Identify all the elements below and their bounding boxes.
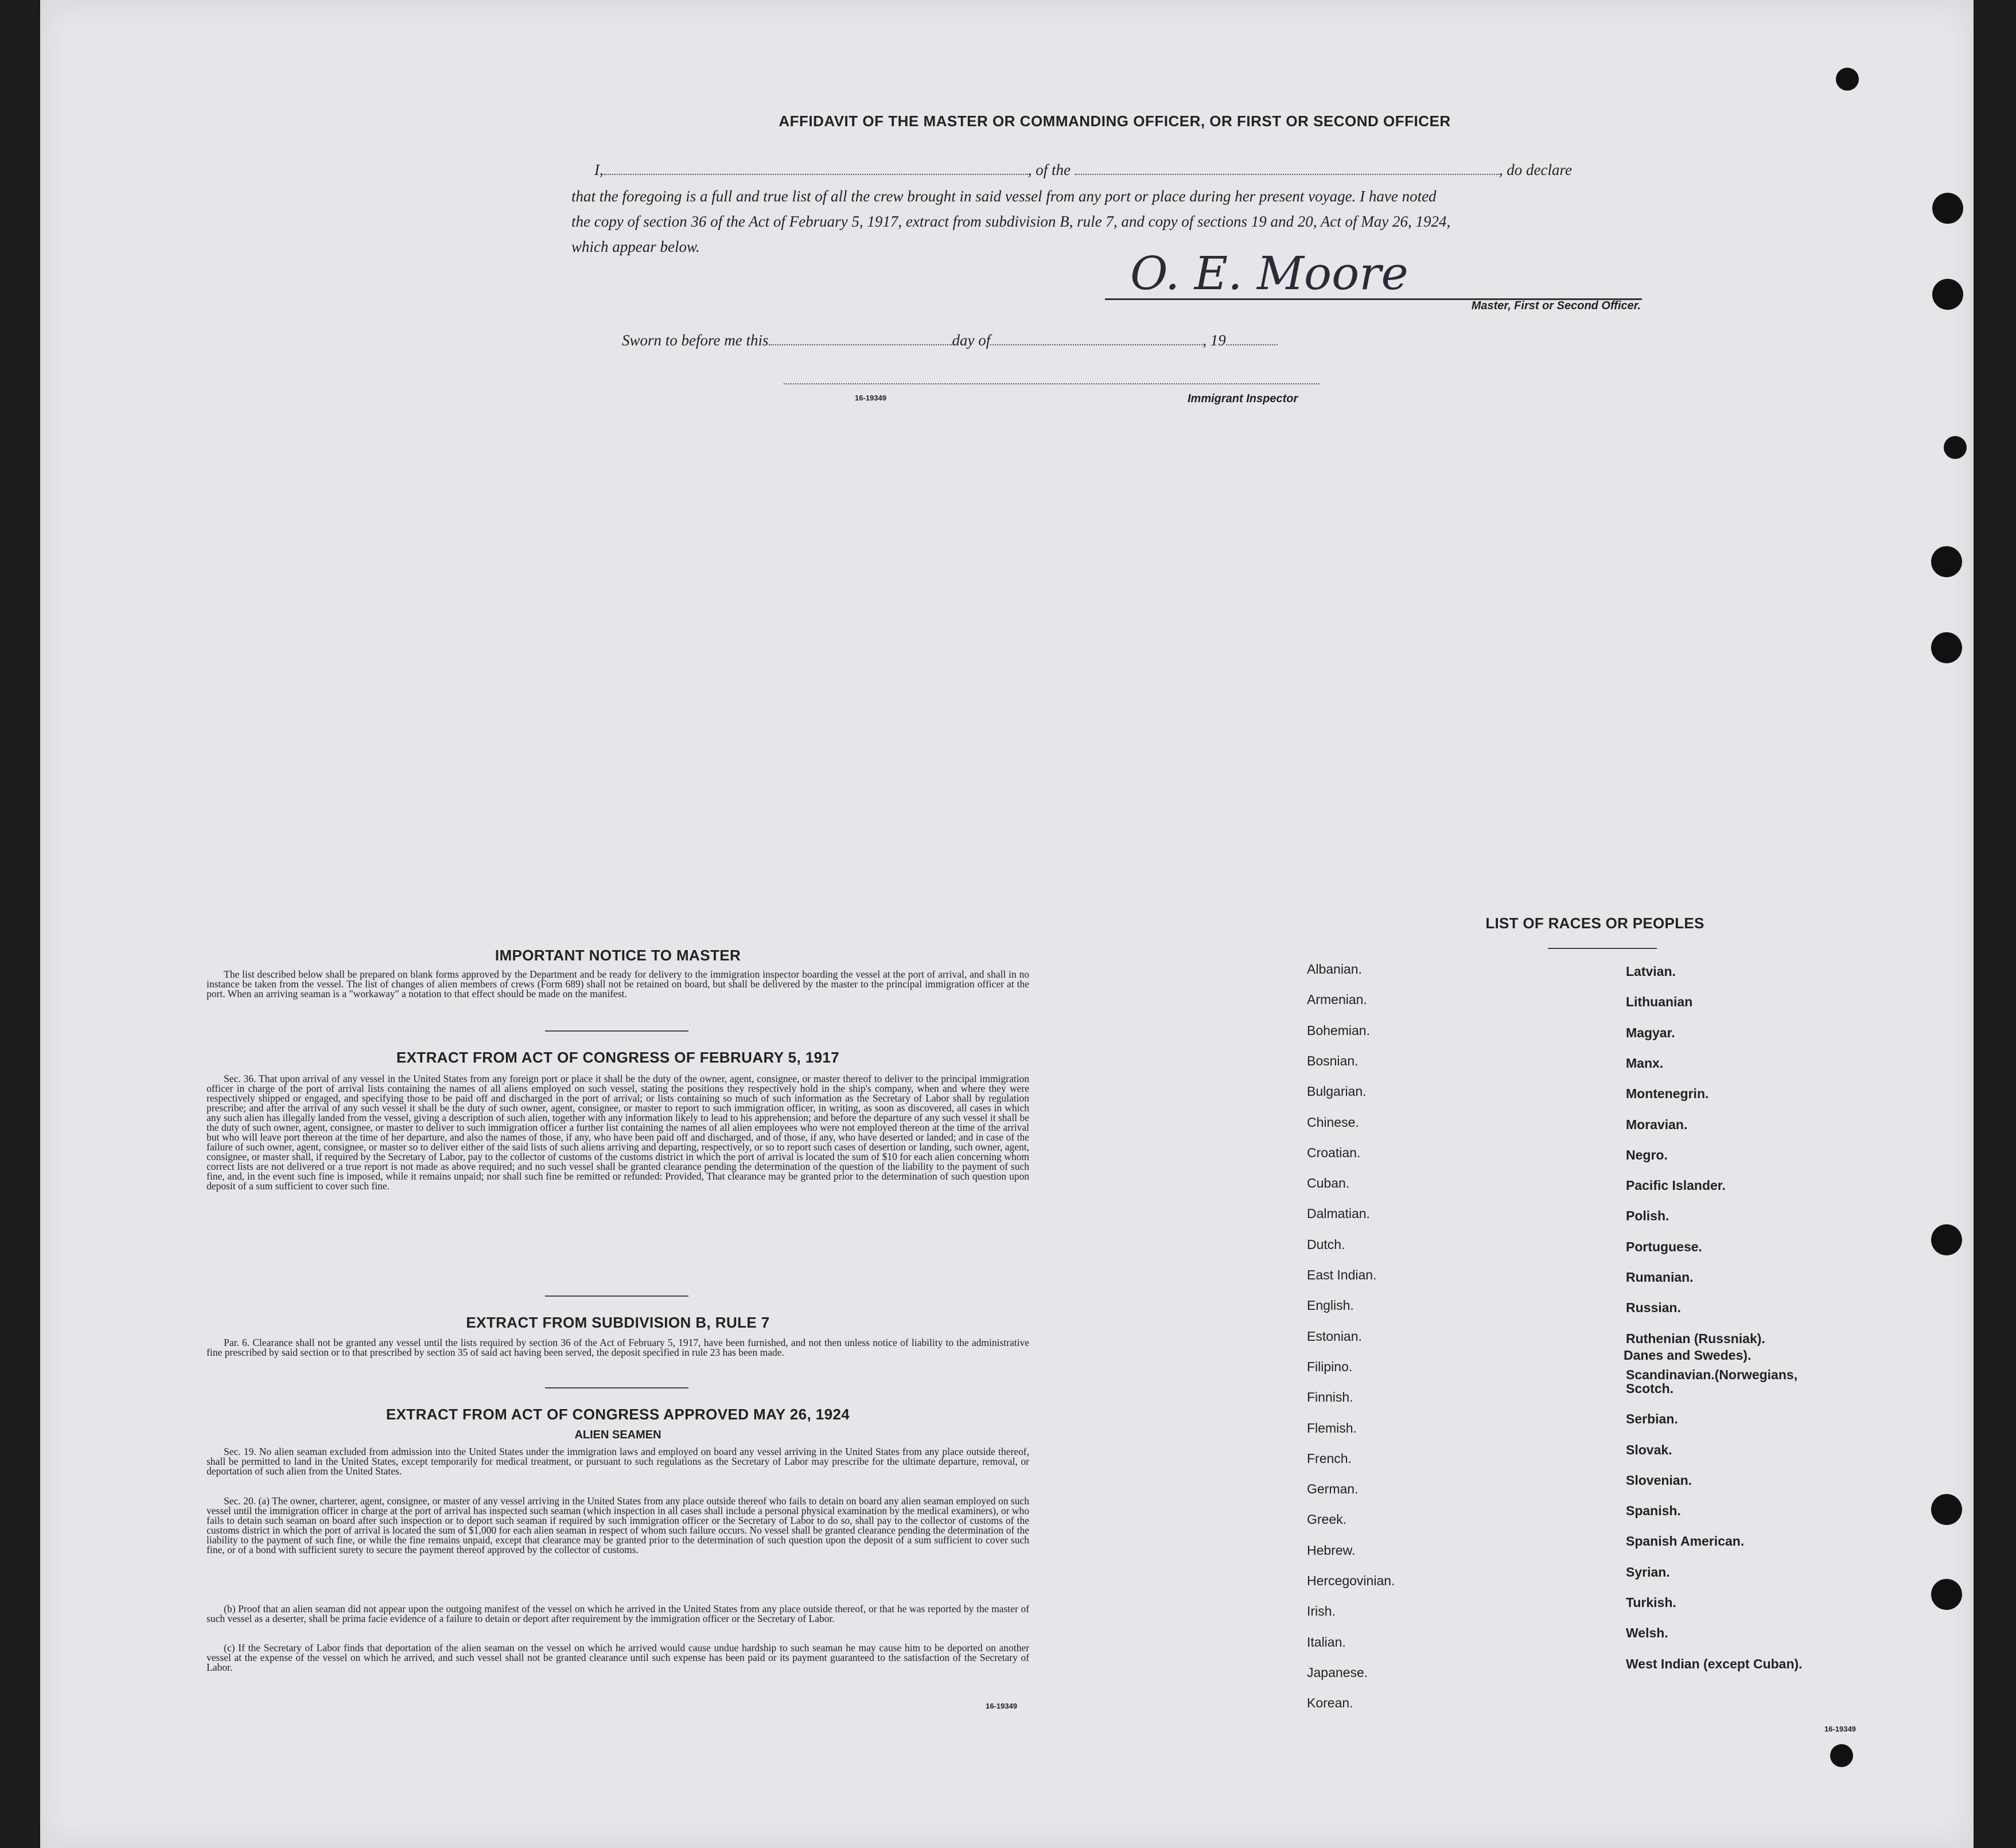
punch-hole xyxy=(1830,1744,1853,1767)
race-item: Serbian. xyxy=(1626,1411,1678,1427)
race-item: Welsh. xyxy=(1626,1625,1668,1641)
form-number: 16-19349 xyxy=(1824,1725,1856,1733)
section-divider xyxy=(545,1387,688,1388)
race-item: Spanish American. xyxy=(1626,1534,1745,1549)
inspector-signature-line xyxy=(784,383,1320,384)
race-item: Negro. xyxy=(1626,1147,1668,1162)
race-item: Flemish. xyxy=(1307,1420,1357,1435)
race-item: French. xyxy=(1307,1450,1352,1466)
race-item: Manx. xyxy=(1626,1055,1664,1071)
extract-1924-title: EXTRACT FROM ACT OF CONGRESS APPROVED MAY 26, 1924 xyxy=(386,1406,850,1423)
affidavit-line-3: the copy of section 36 of the Act of February 5, 1917, extract from subdivision B, rule 7, and copy of sections 19 and 20, Act of May 26, 1924, xyxy=(571,213,1451,230)
punch-hole xyxy=(1931,1494,1962,1525)
race-item: Syrian. xyxy=(1626,1564,1670,1579)
race-item: Slovenian. xyxy=(1626,1472,1692,1488)
form-number: 16-19349 xyxy=(855,394,886,402)
race-item: Italian. xyxy=(1307,1634,1346,1649)
punch-hole xyxy=(1944,436,1967,459)
section-divider xyxy=(545,1030,688,1032)
signature: O. E. Moore xyxy=(1130,247,1408,300)
race-item: Pacific Islander. xyxy=(1626,1178,1726,1193)
vessel-name-field[interactable] xyxy=(1075,162,1499,175)
alien-seamen-subtitle: ALIEN SEAMEN xyxy=(574,1429,661,1441)
form-number: 16-19349 xyxy=(986,1702,1017,1710)
race-item: Estonian. xyxy=(1307,1328,1362,1344)
punch-hole xyxy=(1932,279,1963,310)
race-item: German. xyxy=(1307,1481,1359,1497)
notice-title: IMPORTANT NOTICE TO MASTER xyxy=(495,947,741,964)
race-item: Bohemian. xyxy=(1307,1022,1370,1038)
do-declare-text: , do declare xyxy=(1499,161,1572,178)
notice-text: The list described below shall be prepared on blank forms approved by the Department and be ready for delivery to the immigration inspector boarding the vessel at the port of arrival, and shall in no instance be taken from the vessel. The list of changes of alien members of crews (Form 689) shall not be retained on board, but shall be delivered by the master to the principal immigration officer at the port. When an arriving seaman is a "workaway" a notation to that effect should be made on the manifest. xyxy=(207,968,1029,999)
race-item: Lithuanian xyxy=(1626,994,1693,1010)
punch-hole xyxy=(1931,1579,1962,1610)
race-item: English. xyxy=(1307,1298,1354,1313)
sec-20c-text: (c) If the Secretary of Labor finds that deportation of the alien seaman on the vessel on which he arrived would cause undue hardship to such seaman he may cause him to be deported on another vessel at the expense of the vessel on which he arrived, and such vessel shall not be granted clearance until such expense has been paid or its payment guaranteed to the satisfaction of the Secretary of Labor. xyxy=(207,1642,1029,1673)
race-item: Scandinavian.(Norwegians, xyxy=(1626,1367,1798,1382)
race-item: Slovak. xyxy=(1626,1442,1672,1457)
declarant-prefix: I, xyxy=(594,161,604,178)
subdivision-text: Par. 6. Clearance shall not be granted any vessel until the lists required by section 36 of the Act of February 5, 1917, have been furnished, and not then unless notice of liability to the administrative fine prescribed by said section or to that prescribed by section 35 of said act having been served, the deposit specified in rule 23 has been made. xyxy=(207,1337,1029,1358)
sworn-year-text: , 19 xyxy=(1202,332,1226,349)
sec-20a-text: Sec. 20. (a) The owner, charterer, agent, consignee, or master of any vessel arriving in the United States from any place outside thereof who fails to detain on board any alien seaman employed on such vessel until the immigration officer in charge at the port of arrival has inspected such seaman (which inspection in all cases shall include a personal physical examination by the medical examiners), or who fails to detain such seaman on board after such inspection or to deport such seaman if required by such immigration officer or the Secretary of Labor to do so, shall pay to the collector of customs of the customs district in which the port of arrival is located the sum of $1,000 for each alien seaman in respect of whom such failure occurs. No vessel shall be granted clearance pending the determination of the liability to the payment of such fine, or while the fine remains unpaid, except that clearance may be granted prior to the determination of such question upon the deposit of a sum sufficient to cover such fine, or of a bond with sufficient surety to secure the payment thereof approved by the collector of customs. xyxy=(207,1495,1029,1555)
race-item: West Indian (except Cuban). xyxy=(1626,1656,1803,1671)
sworn-line xyxy=(622,332,1278,349)
race-item: Irish. xyxy=(1307,1604,1336,1619)
punch-hole xyxy=(1931,546,1962,577)
inspector-caption: Immigrant Inspector xyxy=(1188,392,1298,405)
race-item: Dutch. xyxy=(1307,1236,1345,1252)
race-item: Japanese. xyxy=(1307,1664,1368,1680)
document-page xyxy=(40,0,1974,1848)
race-item: Hercegovinian. xyxy=(1307,1573,1395,1588)
extract-1917-text: Sec. 36. That upon arrival of any vessel in the United States from any foreign port or place it shall be the duty of the owner, agent, consignee, or master thereof to deliver to the principal immigration officer in charge of the port of arrival lists containing the names of all aliens employed on such vessel, stating the positions they respectively hold in the ship's company, when and where they were respectively shipped or engaged, and specifying those to be paid off and discharged in the port of arrival; or lists containing so much of such information as the Secretary of Labor shall by regulation prescribe; and after the arrival of any such vessel it shall be the duty of such owner, agent, consignee, or master to report to such immigration officer, in writing, as soon as discovered, all cases in which any such alien has illegally landed from the vessel, giving a description of such alien, together with any information likely to lead to his apprehension; and before the departure of any such vessel it shall be the duty of such owner, agent, consignee, or master to deliver to such immigration officer a further list containing the names of all alien employees who were not employed thereon at the time of the arrival but who will leave port thereon at the time of her departure, and also the names of those, if any, who have been paid off and discharged, and of those, if any, who have deserted or landed; and in case of the failure of such owner, agent, consignee, or master so to deliver either of the said lists of such aliens arriving and departing, respectively, or so to report such cases of desertion or landing, such owner, agent, consignee, or master shall, if required by the Secretary of Labor, pay to the collector of customs of the customs district in which the port of arrival is located the sum of $10 for each alien concerning whom correct lists are not delivered or a true report is not made as above required; and no such vessel shall be granted clearance pending the determination of the question of the liability to the payment of such fine, and, in the event such fine is imposed, while it remains unpaid; nor shall such fine be remitted or refunded: Provided, That clearance may be granted prior to the determination of such question upon deposit of a sum sufficient to cover such fine. xyxy=(207,1073,1029,1192)
sworn-prefix: Sworn to before me this xyxy=(622,332,769,349)
race-item: Dalmatian. xyxy=(1307,1206,1370,1221)
race-item: Bulgarian. xyxy=(1307,1084,1367,1099)
signature-caption: Master, First or Second Officer. xyxy=(1471,299,1641,312)
race-item: Ruthenian (Russniak). xyxy=(1626,1330,1765,1346)
extract-1917-title: EXTRACT FROM ACT OF CONGRESS OF FEBRUARY 5, 1917 xyxy=(396,1049,840,1066)
affidavit-line-4: which appear below. xyxy=(571,238,700,255)
race-item: Spanish. xyxy=(1626,1503,1681,1519)
race-item: Greek. xyxy=(1307,1512,1347,1527)
race-item: Rumanian. xyxy=(1626,1270,1694,1285)
declarant-name-field[interactable] xyxy=(604,162,1028,175)
sworn-month-field[interactable] xyxy=(990,333,1202,345)
race-item: Latvian. xyxy=(1626,964,1676,979)
race-item: Chinese. xyxy=(1307,1114,1359,1130)
punch-hole xyxy=(1931,632,1962,663)
race-item: Magyar. xyxy=(1626,1025,1675,1040)
punch-hole xyxy=(1836,68,1859,91)
affidavit-title: AFFIDAVIT OF THE MASTER OR COMMANDING OFFICER, OR FIRST OR SECOND OFFICER xyxy=(779,112,1451,130)
race-item: Croatian. xyxy=(1307,1145,1361,1160)
race-item: Albanian. xyxy=(1307,962,1362,976)
section-divider xyxy=(545,1295,688,1297)
sworn-year-field[interactable] xyxy=(1226,333,1278,345)
race-item: East Indian. xyxy=(1307,1267,1377,1282)
races-title: LIST OF RACES OR PEOPLES xyxy=(1485,915,1704,932)
race-item: Polish. xyxy=(1626,1208,1669,1224)
race-item: Korean. xyxy=(1307,1695,1353,1711)
punch-hole xyxy=(1932,193,1963,224)
subdivision-title: EXTRACT FROM SUBDIVISION B, RULE 7 xyxy=(466,1314,770,1331)
races-divider xyxy=(1548,948,1657,949)
affidavit-line-1 xyxy=(571,157,1642,183)
sworn-day-text: day of xyxy=(952,332,991,349)
punch-hole xyxy=(1931,1224,1962,1255)
of-the-text: , of the xyxy=(1028,161,1071,178)
race-item: Bosnian. xyxy=(1307,1053,1359,1068)
race-item: Portuguese. xyxy=(1626,1239,1702,1254)
race-item: Hebrew. xyxy=(1307,1542,1356,1558)
race-item: Danes and Swedes). xyxy=(1624,1347,1752,1363)
race-item: Armenian. xyxy=(1307,992,1367,1007)
race-item: Scotch. xyxy=(1626,1380,1674,1396)
race-item: Russian. xyxy=(1626,1300,1681,1316)
race-item: Moravian. xyxy=(1626,1116,1688,1132)
race-item: Finnish. xyxy=(1307,1390,1353,1405)
race-item: Filipino. xyxy=(1307,1359,1353,1374)
affidavit-line-2: that the foregoing is a full and true list of all the crew brought in said vessel from any port or place during her present voyage. I have noted xyxy=(571,188,1437,205)
sec-19-text: Sec. 19. No alien seaman excluded from admission into the United States under the immigration laws and employed on board any vessel arriving in the United States from any place outside thereof, shall be permitted to land in the United States, except temporarily for medical treatment, or pursuant to such regulations as the Secretary of Labor may prescribe for the ultimate departure, removal, or deportation of such alien from the United States. xyxy=(207,1446,1029,1477)
sworn-day-field[interactable] xyxy=(769,333,952,345)
race-item: Montenegrin. xyxy=(1626,1086,1709,1102)
sec-20b-text: (b) Proof that an alien seaman did not appear upon the outgoing manifest of the vessel on which he arrived in the United States from any place outside thereof, or that he was reported by the master of such vessel as a deserter, shall be prima facie evidence of a failure to detain or deport after requirement by the immigration officer or the Secretary of Labor. xyxy=(207,1603,1029,1624)
race-item: Turkish. xyxy=(1626,1595,1676,1610)
race-item: Cuban. xyxy=(1307,1176,1350,1191)
